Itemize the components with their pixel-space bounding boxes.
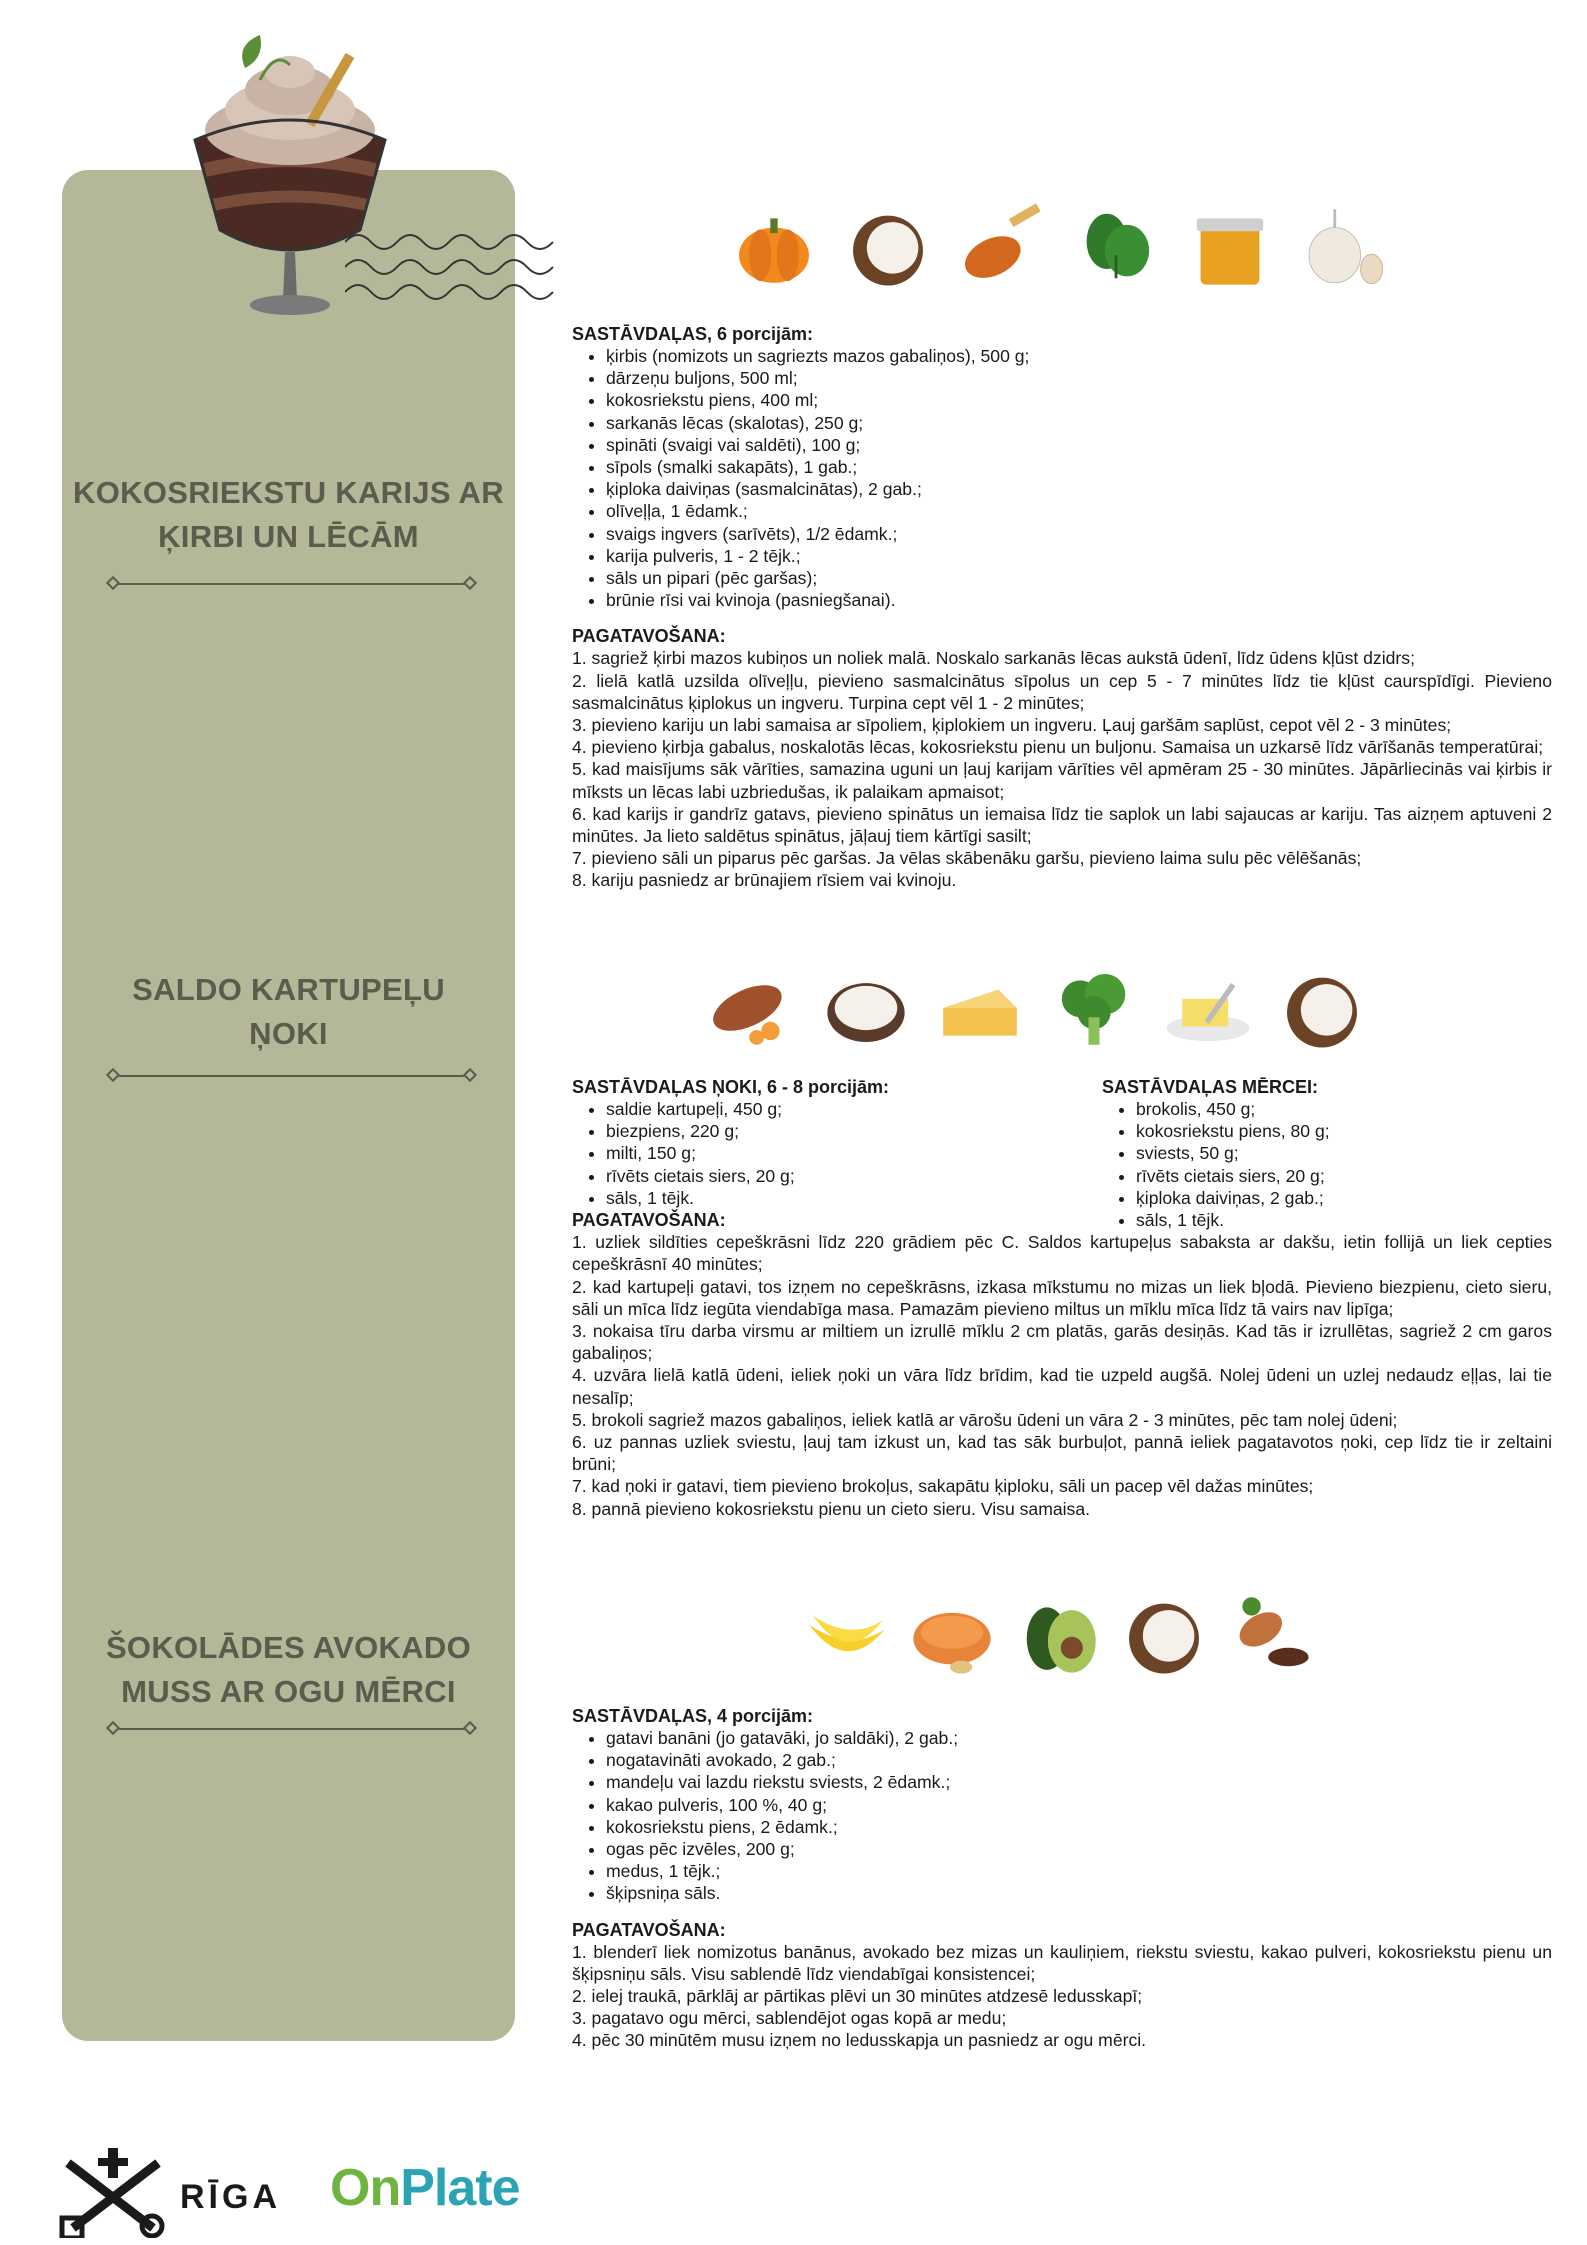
cocoa-icon (1224, 1588, 1316, 1680)
prep-step: 5. kad maisījums sāk vārīties, samazina uguni un ļauj karijam vārīties vēl apmēram 25 - 30 minūtes. Jāpārliecinās vai ķirbis ir mīksts un lēcas labi uzbriedušas, ik palaikam apmaisot; (572, 759, 1552, 802)
ingredient-item: • kokosriekstu piens, 400 ml; (606, 389, 1552, 411)
sauce-ingredient-item: • sāls, 1 tējk. (1136, 1209, 1330, 1231)
ingredient-item: • brūnie rīsi vai kvinoja (pasniegšanai). (606, 589, 1552, 611)
recipe1-ingredients-list (572, 345, 1552, 611)
sauce-ingredient-item: • brokolis, 450 g; (1136, 1098, 1330, 1120)
ingredient-item: • gatavi banāni (jo gatavāki, jo saldāki), 2 gab.; (606, 1727, 1552, 1749)
ingredient-item: • saldie kartupeļi, 450 g; (606, 1098, 1102, 1120)
ingredient-item: • šķipsniņa sāls. (606, 1882, 1552, 1904)
ingredient-item: • biezpiens, 220 g; (606, 1120, 1102, 1142)
recipe1-prep-heading: PAGATAVOŠANA: (572, 626, 726, 647)
ingredient-item: • ķirbis (nomizots un sagriezts mazos gabaliņos), 500 g; (606, 345, 1552, 367)
riga-wordmark: RĪGA (180, 2178, 281, 2216)
recipe3-icons (800, 1588, 1316, 1680)
ingredient-item: • medus, 1 tējk.; (606, 1860, 1552, 1882)
recipe2-icons (706, 962, 1368, 1054)
prep-step: 7. kad ņoki ir gatavi, tiem pievieno brokoļus, sakapātu ķiploku, sāli un pacep vēl dažas minūtes; (572, 1476, 1314, 1497)
ingredient-item: • mandeļu vai lazdu riekstu sviests, 2 ēdamk.; (606, 1771, 1552, 1793)
ingredient-item: • milti, 150 g; (606, 1142, 1102, 1164)
recipe1-title-line1: KOKOSRIEKSTU KARIJS AR (73, 475, 504, 510)
prep-step: 1. sagriež ķirbi mazos kubiņos un noliek malā. Noskalo sarkanās lēcas aukstā ūdenī, līdz ūdens kļūst dzidrs; (572, 648, 1415, 669)
recipe2-divider (108, 1069, 475, 1083)
prep-step: 8. pannā pievieno kokosriekstu pienu un cieto sieru. Visu samaisa. (572, 1498, 1091, 1519)
recipe1-divider (108, 577, 475, 591)
recipe3-title-line1: ŠOKOLĀDES AVOKADO (105, 1630, 472, 1665)
recipe1-content (572, 323, 1552, 892)
ingredient-item: • sīpols (smalki sakapāts), 1 gab.; (606, 456, 1552, 478)
banana-icon (800, 1588, 892, 1680)
recipe2-steps (572, 1231, 1552, 1520)
onplate-logo-on: On (330, 2159, 401, 2217)
recipe3-ingredients-list (572, 1727, 1552, 1905)
recipe3-content (572, 1705, 1552, 2052)
prep-step: 4. pēc 30 minūtēm musu izņem no ledusskapja un pasniedz ar ogu mērci. (572, 2030, 1147, 2051)
prep-step: 5. brokoli sagriež mazos gabaliņos, ieliek katlā ar vārošu ūdeni un vāra 2 - 3 minūtes, pēc tam nolej ūdeni; (572, 1409, 1398, 1430)
riga-coat-of-arms-icon (58, 2148, 168, 2238)
recipe3-divider (108, 1722, 475, 1736)
recipe2-sauce-heading: SASTĀVDAĻAS MĒRCEI: (1102, 1077, 1319, 1097)
coconut-icon (1276, 962, 1368, 1054)
ingredient-item: • sarkanās lēcas (skalotas), 250 g; (606, 412, 1552, 434)
prep-step: 1. uzliek sildīties cepeškrāsni līdz 220 grādiem pēc C. Saldos kartupeļus sabaksta ar dakšu, ietin follijā un liek cepties cepeškrāsnī 40 minūtes; (572, 1232, 1552, 1275)
ingredient-item: • dārzeņu buljons, 500 ml; (606, 367, 1552, 389)
recipe2-title (62, 968, 515, 1056)
prep-step: 8. kariju pasniedz ar brūnajiem rīsiem vai kvinoju. (572, 870, 957, 891)
recipe3-prep-heading: PAGATAVOŠANA: (572, 1919, 726, 1940)
recipe3-ingredients-heading: SASTĀVDAĻAS, 4 porcijām: (572, 1706, 814, 1726)
ingredient-item: • olīveļļa, 1 ēdamk.; (606, 500, 1552, 522)
recipe2-content (572, 1076, 1552, 1520)
nut-butter-icon (906, 1588, 998, 1680)
curry-jar-icon (1184, 200, 1276, 292)
prep-step: 2. lielā katlā uzsilda olīveļļu, pievieno sasmalcinātus sīpolus un cep 5 - 7 minūtes līdz tie kļūst caurspīdīgi. Pievieno sasmalcinātus ķiplokus un ingveru. Turpina cept vēl 1 - 2 minūtes; (572, 670, 1552, 713)
ingredient-item: • sāls, 1 tējk. (606, 1187, 1102, 1209)
recipe2-ingredients-list (572, 1098, 1102, 1209)
garlic-icon (1298, 200, 1390, 292)
recipe2-dough-column (572, 1076, 1102, 1231)
recipe3-title-line2: MUSS AR OGU MĒRCI (121, 1674, 456, 1709)
recipe2-sauce-column (1102, 1076, 1330, 1231)
prep-step: 6. uz pannas uzliek sviestu, ļauj tam izkust un, kad tas sāk burbuļot, pannā ieliek pagatavotos ņoki, cep līdz tie ir zeltaini brūni; (572, 1432, 1552, 1475)
recipe1-title (62, 471, 515, 559)
recipe3-title (62, 1626, 515, 1714)
cottage-cheese-icon (820, 962, 912, 1054)
recipe1-ingredients-heading: SASTĀVDAĻAS, 6 porcijām: (572, 324, 814, 344)
recipe2-prep-heading: PAGATAVOŠANA: (572, 1210, 726, 1231)
recipe2-sauce-list (1102, 1098, 1330, 1231)
prep-step: 2. ielej traukā, pārklāj ar pārtikas plēvi un 30 minūtes atdzesē ledusskapī; (572, 1986, 1143, 2007)
pumpkin-icon (728, 200, 820, 292)
recipe2-title-line2: ŅOKI (249, 1016, 328, 1051)
butter-icon (1162, 962, 1254, 1054)
cheese-icon (934, 962, 1026, 1054)
recipe1-icons (728, 200, 1390, 292)
prep-step: 2. kad kartupeļi gatavi, tos izņem no cepeškrāsns, izkasa mīkstumu no mizas un liek bļodā. Pievieno biezpienu, cieto sieru, sāli un mīca līdz iegūta viendabīga masa. Pamazām pievieno miltus un mīklu mīca līdz tā vairs nav lipīga; (572, 1276, 1552, 1319)
sweet-potato-icon (706, 962, 798, 1054)
sauce-ingredient-item: • sviests, 50 g; (1136, 1142, 1330, 1164)
ingredient-item: • svaigs ingvers (sarīvēts), 1/2 ēdamk.; (606, 523, 1552, 545)
recipe2-ingredients-heading: SASTĀVDAĻAS ŅOKI, 6 - 8 porcijām: (572, 1077, 890, 1097)
prep-step: 4. uzvāra lielā katlā ūdeni, ieliek ņoki un vāra līdz brīdim, kad tie uzpeld augšā. Nolej ūdeni un uzlej nedaudz eļļas, lai tie nesalīp; (572, 1365, 1552, 1408)
prep-step: 6. kad karijs ir gandrīz gatavs, pievieno spinātus un iemaisa līdz tie saplok un labi sajaucas ar kariju. Tas aizņem aptuveni 2 minūtes. Ja lieto saldētus spinātus, jāļauj tiem kārtīgi sasilt; (572, 803, 1552, 847)
prep-step: 3. nokaisa tīru darba virsmu ar miltiem un izrullē mīklu 2 cm platās, garās desiņās. Kad tās ir izrullētas, sagriež 2 cm garos gabaliņos; (572, 1321, 1552, 1364)
ingredient-item: • karija pulveris, 1 - 2 tējk.; (606, 545, 1552, 567)
ingredient-item: • sāls un pipari (pēc garšas); (606, 567, 1552, 589)
decorative-waves (345, 222, 560, 312)
ingredient-item: • rīvēts cietais siers, 20 g; (606, 1165, 1102, 1187)
prep-step: 4. pievieno ķirbja gabalus, noskalotās lēcas, kokosriekstu pienu un buljonu. Samaisa un uzkarsē līdz vārīšanās temperatūrai; (572, 737, 1544, 758)
avocado-icon (1012, 1588, 1104, 1680)
ingredient-item: • ogas pēc izvēles, 200 g; (606, 1838, 1552, 1860)
ingredient-item: • kakao pulveris, 100 %, 40 g; (606, 1794, 1552, 1816)
curry-spoon-icon (956, 200, 1048, 292)
coconut-icon (842, 200, 934, 292)
sidebar-panel (62, 170, 515, 2041)
ingredient-item: • kokosriekstu piens, 2 ēdamk.; (606, 1816, 1552, 1838)
recipe3-steps (572, 1941, 1552, 2052)
ingredient-item: • spināti (svaigi vai saldēti), 100 g; (606, 434, 1552, 456)
sauce-ingredient-item: • rīvēts cietais siers, 20 g; (1136, 1165, 1330, 1187)
coconut-icon (1118, 1588, 1210, 1680)
sauce-ingredient-item: • kokosriekstu piens, 80 g; (1136, 1120, 1330, 1142)
prep-step: 1. blenderī liek nomizotus banānus, avokado bez mizas un kauliņiem, riekstu sviestu, kakao pulveri, kokosriekstu pienu un šķipsniņu sāls. Visu sablendē līdz viendabīgai konsistencei; (572, 1941, 1552, 1984)
onplate-logo (330, 2158, 520, 2218)
prep-step: 3. pagatavo ogu mērci, sablendējot ogas kopā ar medu; (572, 2008, 1007, 2029)
prep-step: 7. pievieno sāli un piparus pēc garšas. Ja vēlas skābenāku garšu, pievieno laima sulu pēc vēlēšanās; (572, 848, 1362, 869)
spinach-icon (1070, 200, 1162, 292)
recipe1-title-line2: ĶIRBI UN LĒCĀM (158, 519, 419, 554)
onplate-logo-plate: Plate (400, 2159, 520, 2217)
ingredient-item: • ķiploka daiviņas (sasmalcinātas), 2 gab.; (606, 478, 1552, 500)
recipe1-steps (572, 647, 1552, 891)
broccoli-icon (1048, 962, 1140, 1054)
prep-step: 3. pievieno kariju un labi samaisa ar sīpoliem, ķiplokiem un ingveru. Ļauj garšām saplūst, cepot vēl 2 - 3 minūtes; (572, 715, 1452, 736)
ingredient-item: • nogatavināti avokado, 2 gab.; (606, 1749, 1552, 1771)
recipe2-title-line1: SALDO KARTUPEĻU (132, 972, 445, 1007)
sauce-ingredient-item: • ķiploka daiviņas, 2 gab.; (1136, 1187, 1330, 1209)
